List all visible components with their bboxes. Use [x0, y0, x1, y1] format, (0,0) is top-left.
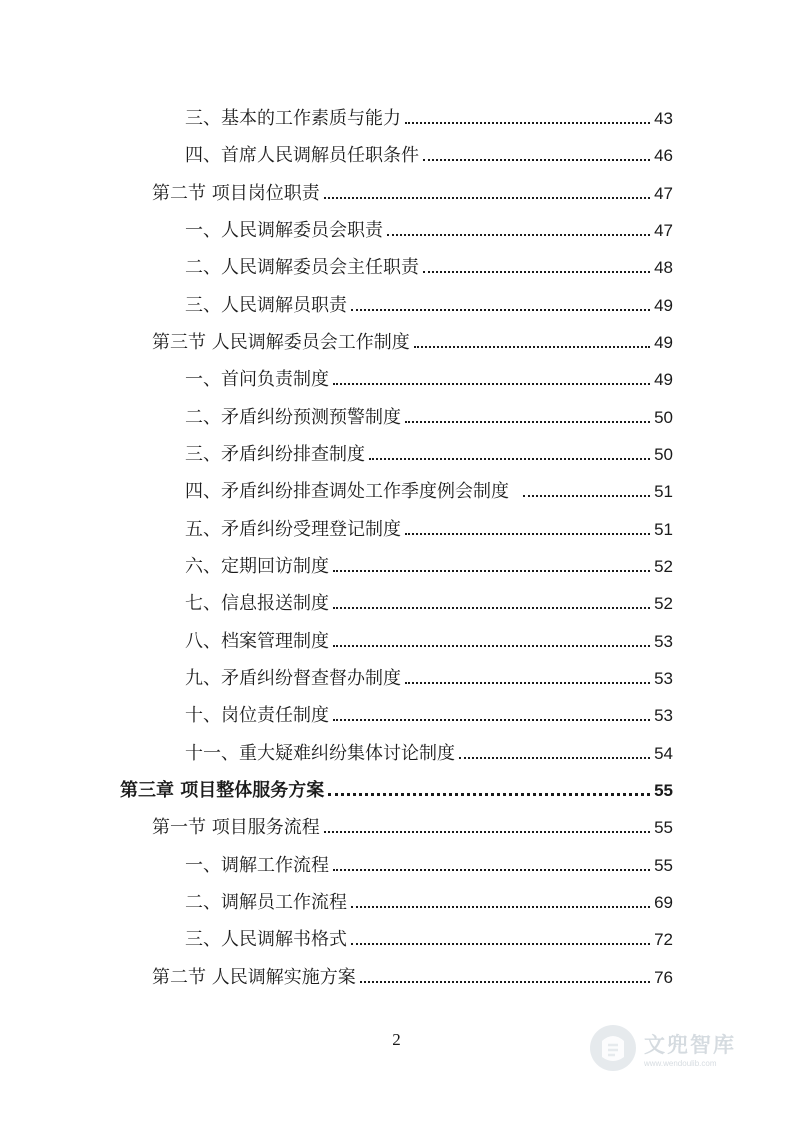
toc-entry-title: 三、矛盾纠纷排查制度 — [185, 444, 365, 465]
watermark-logo-icon — [588, 1023, 638, 1073]
toc-entry[interactable] — [185, 143, 673, 169]
toc-entry-page: 53 — [654, 669, 673, 688]
watermark-url: www.wendoulib.com — [644, 1058, 717, 1068]
dot-leader — [351, 906, 650, 908]
dot-leader — [523, 495, 650, 497]
toc-entry-page: 50 — [654, 445, 673, 464]
dot-leader — [405, 682, 650, 684]
toc-entry-title: 十一、重大疑难纠纷集体讨论制度 — [185, 743, 455, 764]
toc-entry[interactable] — [185, 218, 673, 244]
dot-leader — [405, 533, 650, 535]
toc-entry-page: 50 — [654, 408, 673, 427]
dot-leader — [324, 831, 650, 833]
toc-entry[interactable] — [185, 255, 673, 281]
toc-entry-title: 一、人民调解委员会职责 — [185, 220, 383, 241]
dot-leader — [333, 719, 650, 721]
toc-entry-title: 十、岗位责任制度 — [185, 705, 329, 726]
toc-entry-title: 八、档案管理制度 — [185, 631, 329, 652]
toc-entry[interactable] — [185, 517, 673, 543]
dot-leader — [414, 346, 650, 348]
dot-leader — [328, 793, 650, 796]
toc-entry-title: 三、人民调解书格式 — [185, 929, 347, 950]
toc-entry-page: 55 — [654, 781, 673, 800]
toc-entry-title: 第一节 项目服务流程 — [152, 817, 320, 838]
toc-entry-page: 53 — [654, 706, 673, 725]
toc-entry-page: 55 — [654, 856, 673, 875]
toc-entry-page: 47 — [654, 221, 673, 240]
watermark-name: 文兜智库 — [644, 1032, 736, 1057]
dot-leader — [405, 421, 650, 423]
dot-leader — [333, 869, 650, 871]
toc-entry-title: 二、矛盾纠纷预测预警制度 — [185, 407, 401, 428]
toc-entry-page: 52 — [654, 594, 673, 613]
watermark — [588, 1022, 758, 1074]
toc-entry[interactable] — [152, 330, 673, 356]
toc-entry-page: 47 — [654, 184, 673, 203]
toc-entry-page: 49 — [654, 370, 673, 389]
toc-entry-page: 76 — [654, 968, 673, 987]
toc-entry[interactable] — [185, 367, 673, 393]
dot-leader — [333, 383, 650, 385]
dot-leader — [423, 159, 650, 161]
toc-entry[interactable] — [185, 890, 673, 916]
dot-leader — [459, 757, 650, 759]
dot-leader — [333, 607, 650, 609]
dot-leader — [423, 271, 650, 273]
toc-entry-title: 五、矛盾纠纷受理登记制度 — [185, 519, 401, 540]
toc-entry-title: 第三节 人民调解委员会工作制度 — [152, 332, 410, 353]
toc-entry[interactable] — [185, 479, 673, 505]
toc-chapter-entry[interactable] — [120, 778, 673, 804]
toc-entry-page: 51 — [654, 520, 673, 539]
toc-entry-title: 二、调解员工作流程 — [185, 892, 347, 913]
toc-entry-title: 第二节 人民调解实施方案 — [152, 967, 356, 988]
toc-entry-page: 46 — [654, 146, 673, 165]
toc-entry[interactable] — [185, 927, 673, 953]
toc-entry[interactable] — [185, 666, 673, 692]
toc-entry-title: 一、调解工作流程 — [185, 855, 329, 876]
toc-entry-title: 九、矛盾纠纷督查督办制度 — [185, 668, 401, 689]
toc-entry-title: 第二节 项目岗位职责 — [152, 183, 320, 204]
dot-leader — [360, 981, 650, 983]
dot-leader — [387, 234, 650, 236]
dot-leader — [351, 309, 650, 311]
toc-entry-page: 48 — [654, 258, 673, 277]
dot-leader — [324, 197, 650, 199]
toc-entry-title: 六、定期回访制度 — [185, 556, 329, 577]
toc-entry-page: 72 — [654, 930, 673, 949]
toc-entry[interactable] — [185, 629, 673, 655]
toc-entry[interactable] — [185, 741, 673, 767]
toc-entry-page: 49 — [654, 296, 673, 315]
toc-entry-page: 69 — [654, 893, 673, 912]
toc-entry[interactable] — [152, 181, 673, 207]
toc-entry[interactable] — [185, 703, 673, 729]
toc-entry[interactable] — [185, 293, 673, 319]
dot-leader — [405, 122, 650, 124]
toc-entry[interactable] — [152, 815, 673, 841]
toc-entry-title: 三、人民调解员职责 — [185, 295, 347, 316]
toc-entry-page: 54 — [654, 744, 673, 763]
toc-entry-page: 55 — [654, 818, 673, 837]
toc-entry-title: 二、人民调解委员会主任职责 — [185, 257, 419, 278]
dot-leader — [369, 458, 650, 460]
toc-entry-page: 49 — [654, 333, 673, 352]
toc-entry[interactable] — [185, 442, 673, 468]
dot-leader — [333, 645, 650, 647]
toc-entry-page: 43 — [654, 109, 673, 128]
toc-entry-title: 七、信息报送制度 — [185, 593, 329, 614]
toc-entry[interactable] — [185, 554, 673, 580]
toc-entry-title: 一、首问负责制度 — [185, 369, 329, 390]
toc-entry[interactable] — [185, 106, 673, 132]
toc-entry[interactable] — [185, 853, 673, 879]
toc-entry-title: 三、基本的工作素质与能力 — [185, 108, 401, 129]
toc-entry[interactable] — [152, 965, 673, 991]
toc-entry-title: 第三章 项目整体服务方案 — [120, 780, 325, 801]
toc-entry[interactable] — [185, 405, 673, 431]
dot-leader — [333, 570, 650, 572]
toc-entry-title: 四、首席人民调解员任职条件 — [185, 145, 419, 166]
toc-entry-page: 53 — [654, 632, 673, 651]
page-number: 2 — [392, 1030, 401, 1049]
toc-entry-page: 52 — [654, 557, 673, 576]
toc-entry-title: 四、矛盾纠纷排查调处工作季度例会制度 — [185, 481, 509, 502]
toc-entry[interactable] — [185, 591, 673, 617]
toc-entry-page: 51 — [654, 482, 673, 501]
dot-leader — [351, 943, 650, 945]
